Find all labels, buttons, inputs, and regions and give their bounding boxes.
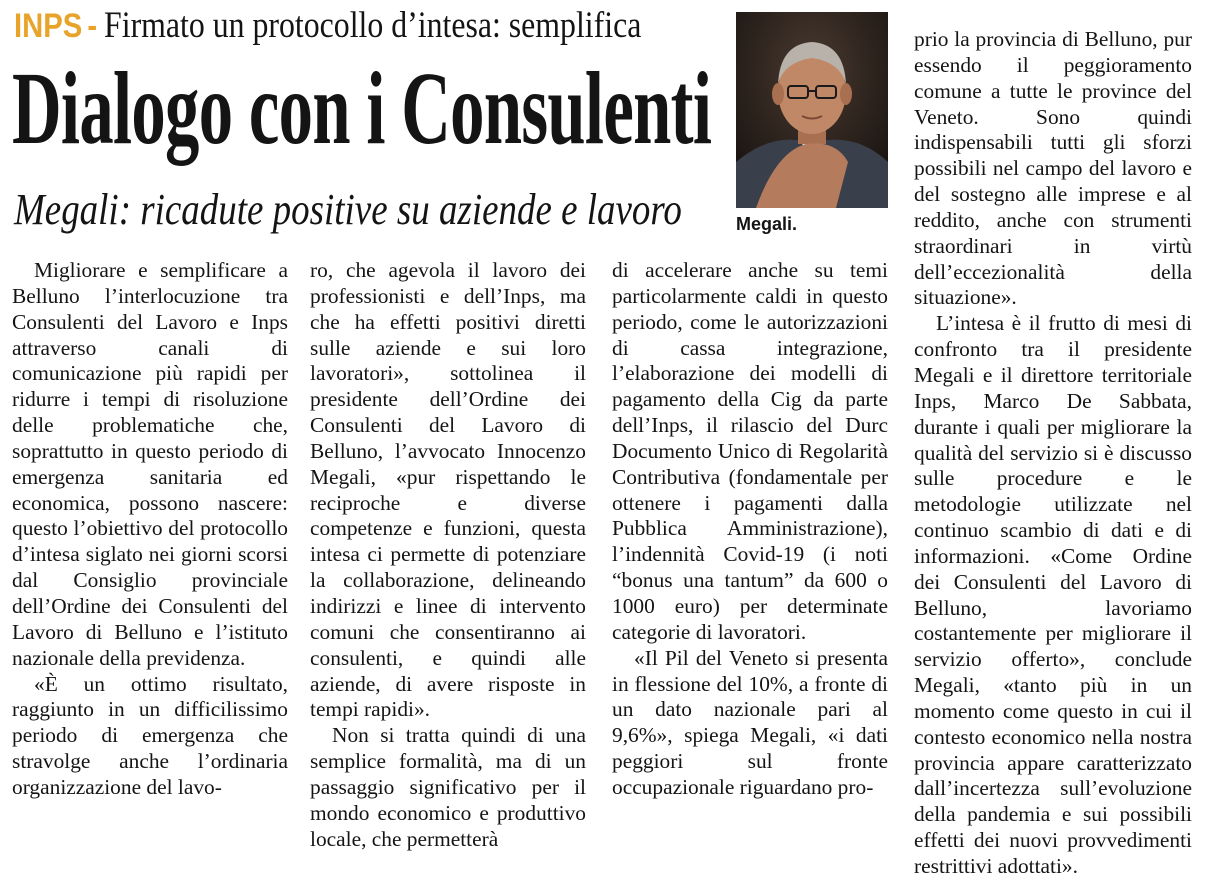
kicker-line [14,2,642,50]
article-column-1 [12,258,288,801]
article-paragraph: Non si tratta quindi di una semplice formalità, ma di un passaggio significativo per il mondo economico e produttivo locale, che permetterà [310,723,586,851]
article-paragraph: ro, che agevola il lavoro dei professionisti e dell’Inps, ma che ha effetti positivi diretti sulle aziende e sui loro lavoratori», sottolinea il presidente dell’Ordine dei Consulenti del Lavoro di Belluno, l’avvocato Innocenzo Megali, «pur rispettando le reciproche e diverse competenze e funzioni, questa intesa ci permette di potenziare la collaborazione, delineando indirizzi e linee di intervento comuni che consentiranno ai consulenti, e quindi alle aziende, di avere risposte in tempi rapidi». [310,258,586,722]
kicker-dash: - [87,7,98,45]
article-column-2 [310,258,586,852]
portrait-photo [736,12,888,208]
article-column-3 [612,258,888,801]
kicker-text: Firmato un protocollo d’intesa: semplifica [104,5,642,46]
headline: Dialogo con i Consulenti [12,51,712,166]
article-paragraph: prio la provincia di Belluno, pur essendo il peggioramento comune a tutte le province del Veneto. Sono quindi indispensabili tutti gli sforzi possibili nel campo del lavoro e del sostegno alle imprese e al reddito, anche con strumenti straordinari in virtù dell’eccezionalità della situazione». [914,27,1192,310]
article-paragraph: L’intesa è il frutto di mesi di confronto tra il presidente Megali e il direttore territoriale Inps, Marco De Sabbata, durante i quali per migliorare la qualità del servizio si è discusso sulle procedure e le metodologie utilizzate nel continuo scambio di dati e di informazioni. «Come Ordine dei Consulenti del Lavoro di Belluno, lavoriamo costantemente per migliorare il servizio offerto», conclude Megali, «tanto più in un momento come questo in cui il contesto economico nella nostra provincia appare caratterizzato dall’incertezza sull’evoluzione della pandemia e sui possibili effetti dei nuovi provvedimenti restrittivi adottati». [914,311,1192,878]
article-column-4 [914,27,1192,880]
subheadline: Megali: ricadute positive su aziende e lavoro [14,185,682,234]
article-paragraph: «Il Pil del Veneto si presenta in flessione del 10%, a fronte di un dato nazionale pari al 9,6%», spiega Megali, «i dati peggiori sul fronte occupazionale riguardano pro- [612,645,888,799]
article-paragraph: «È un ottimo risultato, raggiunto in un difficilissimo periodo di emergenza che stravolge anche l’ordinaria organizzazione del lavo- [12,671,288,799]
article-paragraph: Migliorare e semplificare a Belluno l’interlocuzione tra Consulenti del Lavoro e Inps attraverso canali di comunicazione più rapidi per ridurre i tempi di risoluzione delle problematiche che, soprattutto in questo periodo di emergenza sanitaria ed economica, possono nascere: questo l’obiettivo del protocollo d’intesa siglato nei giorni scorsi dal Consiglio provinciale dell’Ordine dei Consulenti del Lavoro di Belluno e l’istituto nazionale della previdenza. [12,258,288,670]
photo-caption: Megali. [736,214,798,234]
article-paragraph: di accelerare anche su temi particolarmente caldi in questo periodo, come le autorizzazioni di cassa integrazione, l’elaborazione dei modelli di pagamento della Cig da parte dell’Inps, il rilascio del Durc Documento Unico di Regolarità Contributiva (fondamentale per ottenere i pagamenti dalla Pubblica Amministrazione), l’indennità Covid-19 (i noti “bonus una tantum” da 600 o 1000 euro) per determinate categorie di lavoratori. [612,258,888,644]
portrait-illustration [736,12,888,208]
section-tag: INPS [14,7,83,45]
